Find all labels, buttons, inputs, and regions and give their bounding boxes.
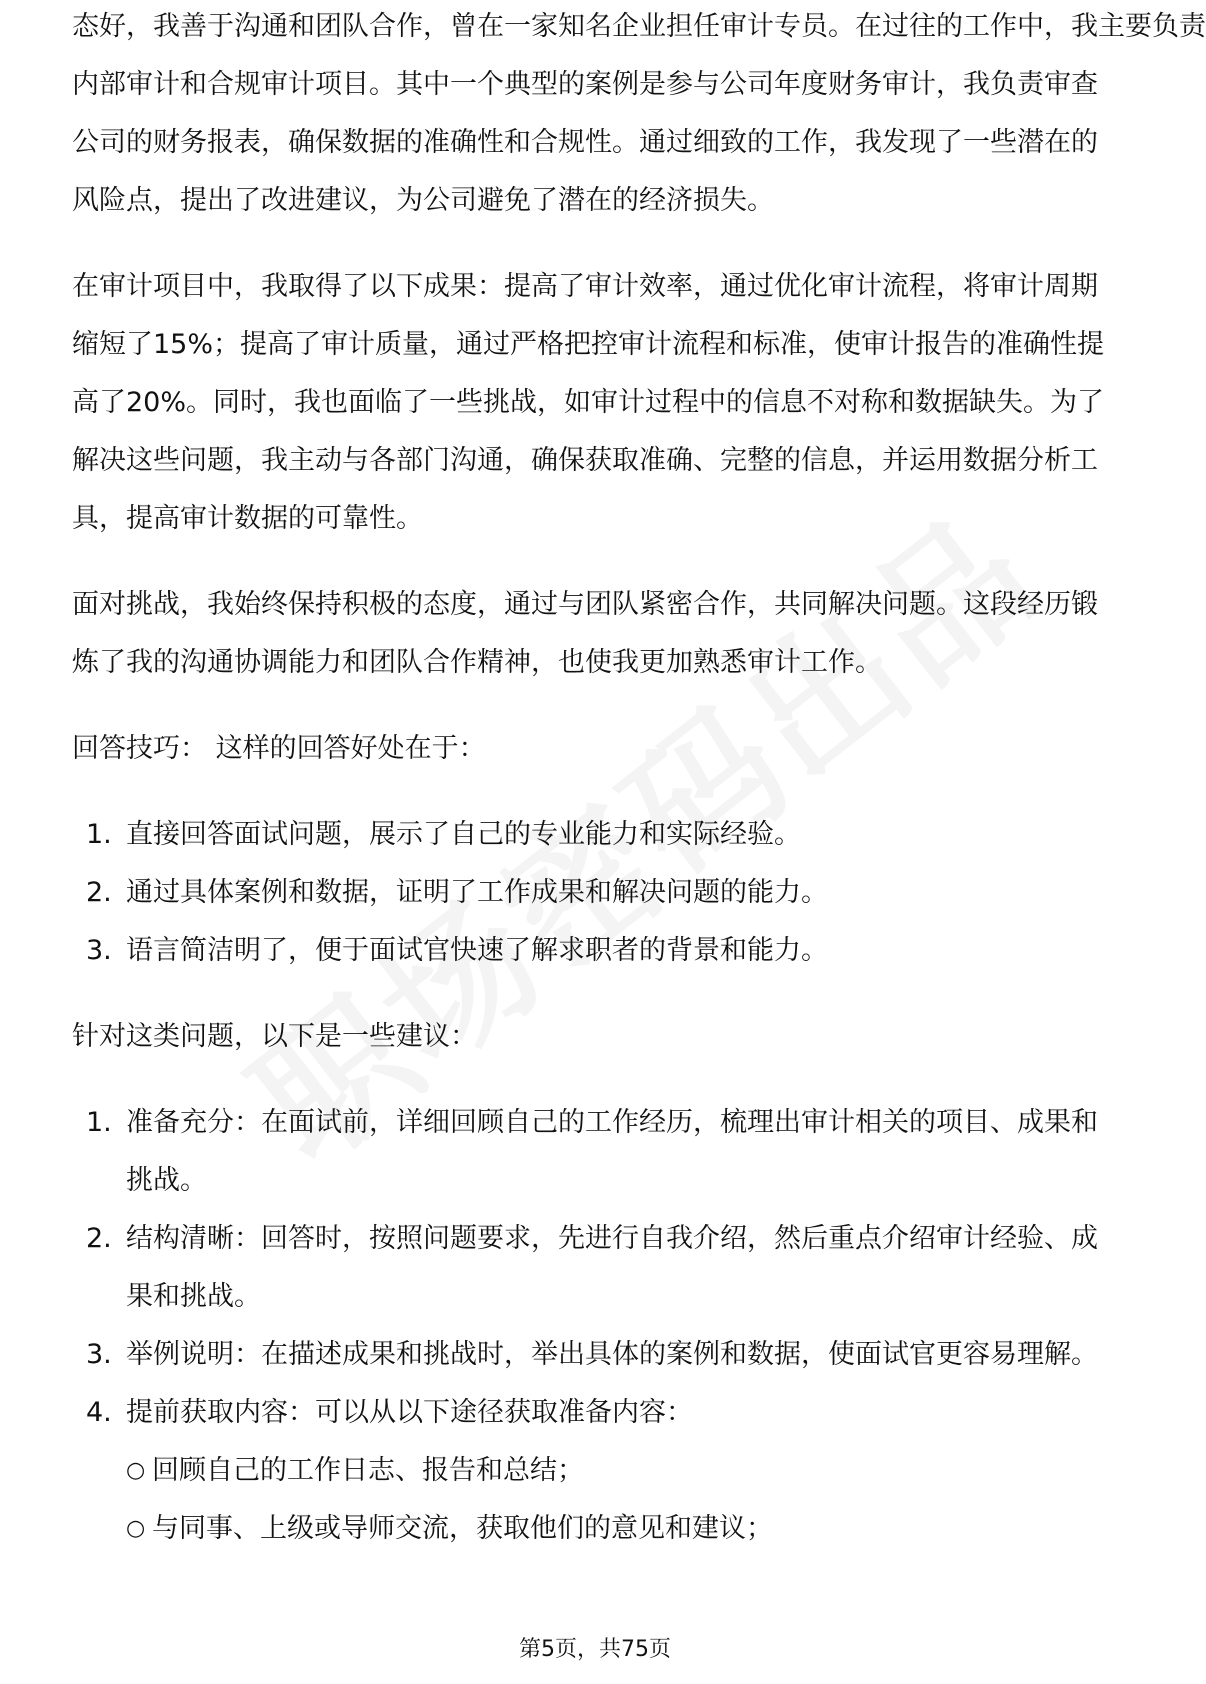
- hollow-bullet-icon: ○: [126, 1516, 146, 1541]
- hollow-bullet-icon: ○: [126, 1458, 146, 1483]
- page-footer: 第5页，共75页: [519, 1637, 671, 1662]
- paragraph-1: 内部审计和合规审计项目。其中一个典型的案例是参与公司年度财务审计，我负责审查公司的财务报表，确保数据的准确性和合规性。通过细致的工作，我发现了一些潜在的风险点，提出了改进建议，为公司避免了潜在的经济损失。: [72, 69, 1098, 216]
- sub-list-item-text: 与同事、上级或导师交流，获取他们的意见和建议；: [152, 1513, 773, 1544]
- cut-off-line-text: 态好，我善于沟通和团队合作，曾在一家知名企业担任审计专员。在过往的工作中，我主要负责: [72, 11, 1206, 42]
- list-number: 4.: [86, 1397, 112, 1428]
- list-item: [72, 1210, 1120, 1326]
- tips-list: [72, 806, 1120, 980]
- list-item-text: 结构清晰：回答时，按照问题要求，先进行自我介绍，然后重点介绍审计经验、成果和挑战。: [126, 1223, 1098, 1312]
- list-item: [72, 1326, 1120, 1384]
- paragraph-3: 面对挑战，我始终保持积极的态度，通过与团队紧密合作，共同解决问题。这段经历锻炼了我的沟通协调能力和团队合作精神，也使我更加熟悉审计工作。: [72, 589, 1098, 678]
- list-number: 3.: [86, 1339, 112, 1370]
- list-number: 2.: [86, 877, 112, 908]
- tips-heading: 回答技巧： 这样的回答好处在于：: [72, 733, 486, 764]
- sub-list: [126, 1442, 1120, 1558]
- list-item-text: 直接回答面试问题，展示了自己的专业能力和实际经验。: [126, 819, 801, 850]
- list-item-text: 举例说明：在描述成果和挑战时，举出具体的案例和数据，使面试官更容易理解。: [126, 1339, 1098, 1370]
- sub-list-item: [126, 1500, 1120, 1558]
- cut-off-line: [72, 11, 1206, 56]
- list-item: [72, 864, 1120, 922]
- sub-list-item: [126, 1442, 1120, 1500]
- list-item-text: 通过具体案例和数据，证明了工作成果和解决问题的能力。: [126, 877, 828, 908]
- list-number: 2.: [86, 1223, 112, 1254]
- list-item-text: 准备充分：在面试前，详细回顾自己的工作经历，梳理出审计相关的项目、成果和挑战。: [126, 1107, 1098, 1196]
- list-item: [72, 1094, 1120, 1210]
- paragraph-2: 在审计项目中，我取得了以下成果：提高了审计效率，通过优化审计流程，将审计周期缩短了15%；提高了审计质量，通过严格把控审计流程和标准，使审计报告的准确性提高了20%。同时，我也面临了一些挑战，如审计过程中的信息不对称和数据缺失。为了解决这些问题，我主动与各部门沟通，确保获取准确、完整的信息，并运用数据分析工具，提高审计数据的可靠性。: [72, 271, 1105, 534]
- document-content: [72, 11, 1206, 1586]
- list-number: 3.: [86, 935, 112, 966]
- list-number: 1.: [86, 1107, 112, 1138]
- advice-list: [72, 1094, 1120, 1558]
- list-item: [72, 922, 1120, 980]
- advice-heading: 针对这类问题，以下是一些建议：: [72, 1021, 477, 1052]
- sub-list-item-text: 回顾自己的工作日志、报告和总结；: [152, 1455, 584, 1486]
- list-item: [72, 806, 1120, 864]
- list-item: [72, 1384, 1120, 1558]
- list-item-text: 提前获取内容：可以从以下途径获取准备内容：: [126, 1397, 693, 1428]
- list-item-text: 语言简洁明了，便于面试官快速了解求职者的背景和能力。: [126, 935, 828, 966]
- list-number: 1.: [86, 819, 112, 850]
